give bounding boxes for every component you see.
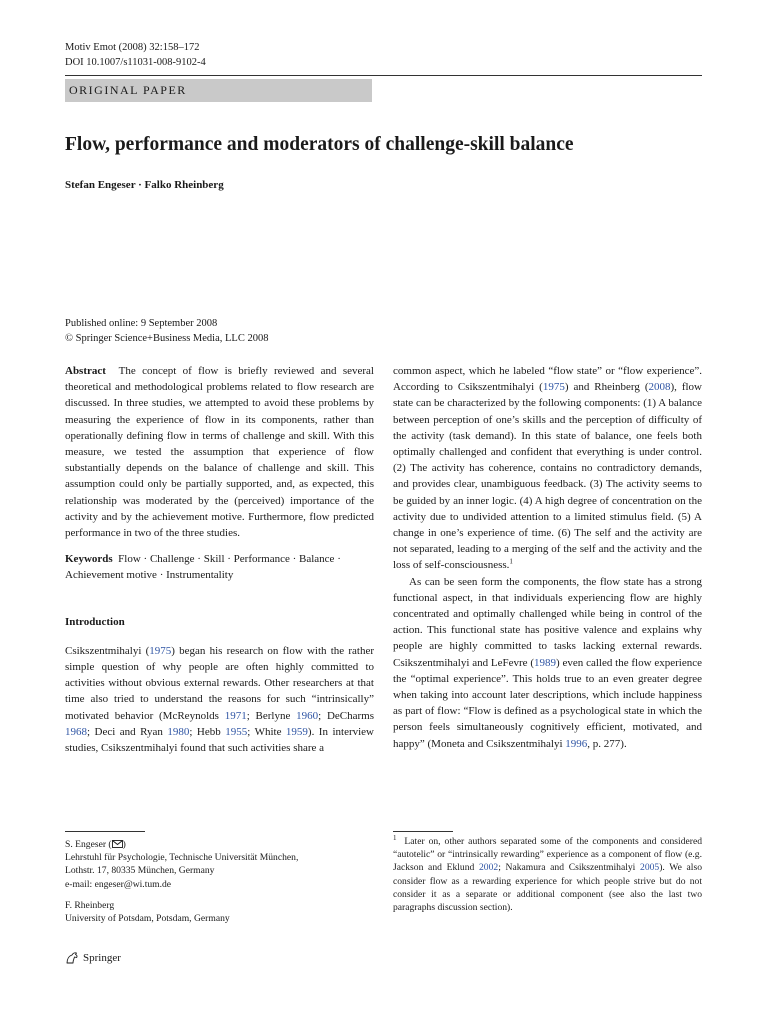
- article-type: ORIGINAL PAPER: [69, 83, 187, 97]
- springer-horse-logo: [65, 951, 79, 965]
- author-email[interactable]: e-mail: engeser@wi.tum.de: [65, 878, 172, 890]
- section-heading-introduction: Introduction: [65, 615, 125, 628]
- footnote-marker[interactable]: 1: [509, 557, 513, 566]
- body-paragraph: As can be seen form the components, the flow state has a strong functional aspect, in that individuals experiencing flow are highly concentrated and optimally challenged while being in control of the action. This functional state has positive valence and explains why people are highly committed to tasks lacking external rewards. Csikszentmihalyi and LeFevre (1989) even called the flow experience the “optimal experience”. This holds true to an even greater degree when taking into account later descriptions, which include happiness as part of flow: “Flow is defined as a psychological state in which the person feels simultaneously cognitively efficient, motivated, and happy” (Moneta and Csikszentmihalyi 1996, p. 277).: [393, 575, 702, 750]
- footnote-rule: [393, 831, 453, 832]
- left-column: [65, 363, 374, 756]
- affiliation-line: Lothstr. 17, 80335 München, Germany: [65, 865, 215, 877]
- body-paragraph: common aspect, which he labeled “flow state” or “flow experience”. According to Csikszentmihalyi (1975) and Rheinberg (2008), flow state can be characterized by the following components: (1) A balance between perception of one’s skills and the perception of difficulty of the activity (task demand). In this state of balance, one feels both optimally challenged and confident that everything is under control. (2) The activity has coherence, contains no contradictory demands, and provides clear, unambiguous feedback. (3) The activity seems to be guided by an inner logic. (4) A high degree of concentration on the activity due to undivided attention to a limited stimulus field. (5) A change in one’s experience of time. (6) The self and the activity are not separated, leading to a merging of the self and the activity and the loss of self-consciousness.$^1$: [393, 365, 702, 572]
- publisher-name: Springer: [83, 952, 121, 964]
- affiliation-rule: [65, 831, 145, 832]
- affiliation-line: University of Potsdam, Potsdam, Germany: [65, 913, 230, 925]
- affiliation-author-1: S. Engeser ( ): [65, 839, 126, 850]
- abstract-text: The concept of flow is briefly reviewed and several theoretical and methodological problems related to flow research are discussed. In three studies, we attempted to avoid these problems by measuring the experience of flow in its components, rather than operationally defining flow in terms of challenge and skill. With this measure, we tested the assumption that experience of flow substantially depends on the balance of challenge and skill. This assumption could only be partially supported, and, as expected, this relationship was moderated by the (perceived) importance of the activity and by the achievement motive. Furthermore, flow predicted performance in two of the three studies.: [65, 365, 374, 540]
- citation-link[interactable]: 1975: [149, 644, 172, 657]
- intro-paragraph: Csikszentmihalyi (1975) began his research on flow with the rather simple question of why people are often highly committed to activities without obvious external rewards. Other researchers at that time also tried to understand the reasons for such “intrinsically” motivated behavior (McReynolds 1971; Berlyne 1960; DeCharms 1968; Deci and Ryan 1980; Hebb 1955; White 1959). In interview studies, Csikszentmihalyi found that such activities share a: [65, 644, 374, 755]
- keywords: [65, 551, 374, 583]
- citation-link[interactable]: 1955: [225, 725, 248, 738]
- envelope-icon: [112, 840, 123, 848]
- publication-info: [65, 316, 268, 346]
- citation-link[interactable]: 1996: [565, 737, 588, 750]
- keywords-text: Flow · Challenge · Skill · Performance · Balance · Achievement motive · Instrumentality: [65, 553, 341, 582]
- citation-link[interactable]: 1975: [542, 381, 565, 394]
- affiliation-author-2: F. Rheinberg: [65, 899, 115, 911]
- citation-link[interactable]: 1989: [534, 656, 557, 669]
- paper-title: Flow, performance and moderators of challenge-skill balance: [65, 134, 574, 155]
- published-date: Published online: 9 September 2008: [65, 318, 218, 329]
- copyright: © Springer Science+Business Media, LLC 2008: [65, 333, 269, 344]
- publisher-mark: [65, 951, 121, 965]
- citation-link[interactable]: 2002: [479, 862, 499, 874]
- citation-link[interactable]: 1968: [65, 725, 87, 738]
- abstract: [65, 363, 374, 541]
- citation-link[interactable]: 1980: [167, 725, 190, 738]
- citation-link[interactable]: 1959: [285, 725, 308, 738]
- right-column: [393, 363, 702, 752]
- footnote: $^1$ Later on, other authors separated some of the components and considered “autotelic” or “intrinsically rewarding” experience as a component of flow (e.g. Jackson and Eklund 2002; Nakamura and Csikszentmihalyi 2005). We also consider flow as a rewarding experience for which people strive but do not consider it as a separate or additional component (see also the last two paragraphs discussion section).: [393, 833, 703, 914]
- affiliation-line: Lehrstuhl für Psychologie, Technische Universität München,: [65, 852, 299, 864]
- citation-link[interactable]: 2005: [640, 862, 660, 874]
- citation-link[interactable]: 1971: [224, 709, 247, 722]
- journal-citation: Motiv Emot (2008) 32:158–172: [65, 42, 200, 53]
- header-rule: [65, 75, 702, 76]
- journal-meta: [65, 40, 206, 70]
- footnote-number: 1: [393, 833, 397, 842]
- keywords-label: Keywords: [65, 553, 113, 566]
- affiliations: [65, 838, 298, 925]
- abstract-label: Abstract: [65, 365, 106, 377]
- article-type-band: [65, 79, 372, 102]
- citation-link[interactable]: 2008: [648, 381, 671, 394]
- authors: Stefan Engeser · Falko Rheinberg: [65, 179, 224, 191]
- citation-link[interactable]: 1960: [296, 709, 319, 722]
- doi: DOI 10.1007/s11031-008-9102-4: [65, 57, 206, 68]
